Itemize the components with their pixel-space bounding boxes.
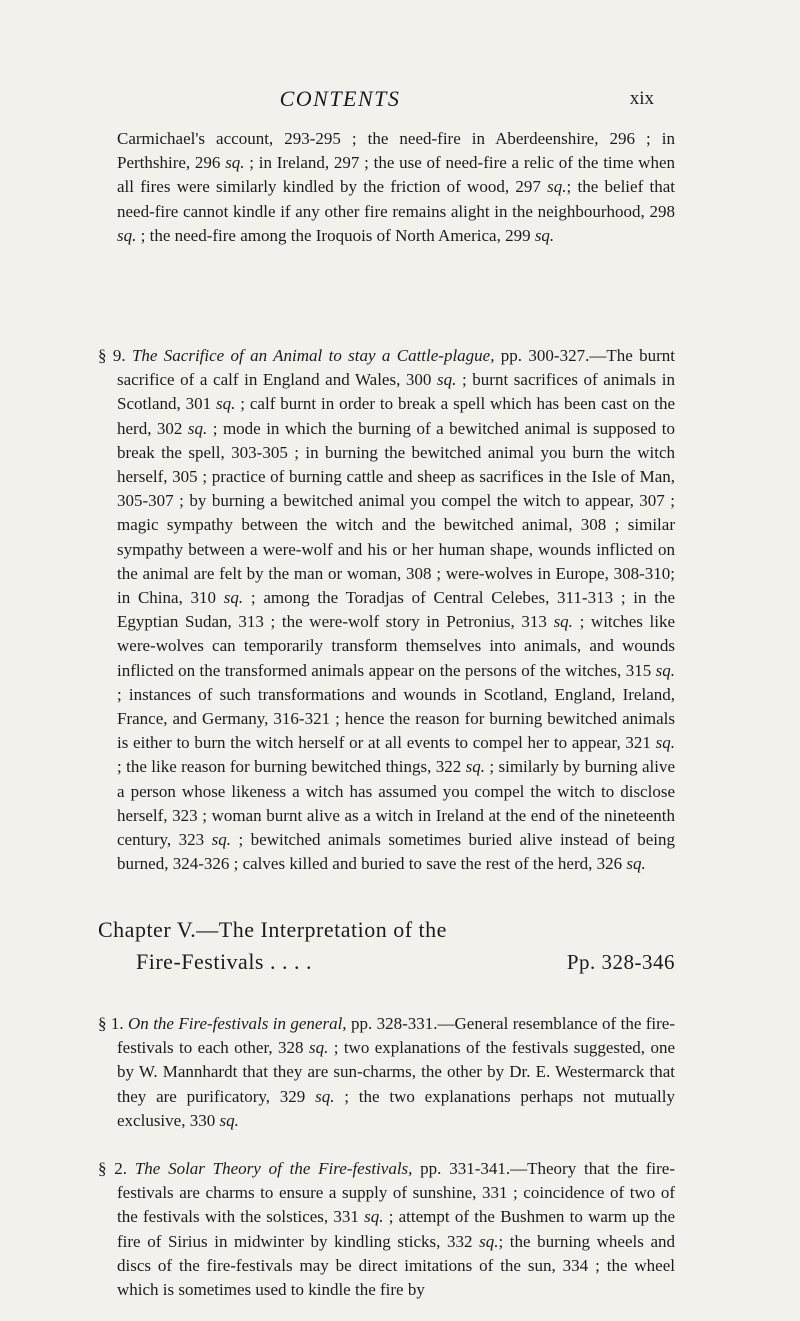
chapter-title-line2: Fire-Festivals . . . . Pp. 328-346 — [98, 946, 675, 978]
chapter-heading — [98, 914, 675, 978]
section-number: § 2. — [98, 1159, 128, 1178]
chapter-pages: Pp. 328-346 — [566, 950, 675, 974]
running-head — [0, 86, 800, 114]
section-title: The Sacrifice of an Animal to stay a Cattle-plague, — [131, 346, 495, 365]
section-pages: pp. 300-327.— — [494, 346, 607, 365]
page-number: xix — [629, 88, 654, 109]
section-entry-1: § 1. On the Fire-festivals in general, pp. 328-331.—General resemblance of the fire-festivals to each other, 328 sq. ; two explanations of the festivals suggested, one by W. Mannhardt that they are sun-charms, the other by Dr. E. Westermarck that they are purificatory, 329 sq. ; the two explanations perhaps not mutually exclusive, 330 sq. — [98, 1014, 676, 1130]
section-title: On the Fire-festivals in general, — [128, 1014, 347, 1033]
chapter-title-line1: Chapter V.—The Interpretation of the — [98, 917, 447, 942]
continued-entry: Carmichael's account, 293-295 ; the need-fire in Aberdeenshire, 296 ; in Perthshire, 296 sq. ; in Ireland, 297 ; the use of need-fire a relic of the time when all fires were similarly kindled by the friction of wood, 297 sq.; the belief that need-fire cannot kindle if any other fire remains alight in the neighbourhood, 298 sq. ; the need-fire among the Iroquois of North America, 299 sq. — [117, 129, 675, 245]
section-title: The Solar Theory of the Fire-festivals, — [134, 1159, 413, 1178]
section-entry-2: § 2. The Solar Theory of the Fire-festivals, pp. 331-341.—Theory that the fire-festivals are charms to ensure a supply of sunshine, 331 ; coincidence of two of the festivals with the solstices, 331 sq. ; attempt of the Bushmen to warm up the fire of Sirius in midwinter by kindling sticks, 332 sq.; the burning wheels and discs of the fire-festivals may be direct imitations of the sun, 334 ; the wheel which is sometimes used to kindle the fire by — [98, 1159, 676, 1300]
section-pages: pp. 331-341.— — [412, 1159, 528, 1178]
section-number: § 1. — [98, 1014, 124, 1033]
section-number: § 9. — [98, 346, 126, 365]
section-pages: pp. 328-331.— — [346, 1014, 455, 1033]
section-entry-9: § 9. The Sacrifice of an Animal to stay a Cattle-plague, pp. 300-327.—The burnt sacrifice of a calf in England and Wales, 300 sq. ; burnt sacrifices of animals in Scotland, 301 sq. ; calf burnt in order to break a spell which has been cast on the herd, 302 sq. ; mode in which the burning of a bewitched animal is supposed to break the spell, 303-305 ; in burning the bewitched animal you burn the witch herself, 305 ; practice of burning cattle and sheep as sacrifices in the Isle of Man, 305-307 ; by burning a bewitched animal you compel the witch to appear, 307 ; magic sympathy between the witch and the bewitched animal, 308 ; similar sympathy between a were-wolf and his or her human shape, wounds inflicted on the animal are felt by the man or woman, 308 ; were-wolves in Europe, 308-310; in China, 310 sq. ; among the Toradjas of Central Celebes, 311-313 ; in the Egyptian Sudan, 313 ; the were-wolf story in Petronius, 313 sq. ; witches like were-wolves can temporarily transform themselves into animals, and wounds inflicted on the transformed animals appear on the persons of the witches, 315 sq. ; instances of such transformations and wounds in Scotland, England, Ireland, France, and Germany, 316-321 ; hence the reason for burning bewitched animals is either to burn the witch herself or at all events to compel her to appear, 321 sq. ; the like reason for burning bewitched things, 322 sq. ; similarly by burning alive a person whose likeness a witch has assumed you compel the witch to disclose herself, 323 ; woman burnt alive as a witch in Ireland at the end of the nineteenth century, 323 sq. ; bewitched animals sometimes buried alive instead of being burned, 324-326 ; calves killed and buried to save the rest of the herd, 326 sq. — [98, 346, 675, 874]
running-title: CONTENTS — [279, 86, 401, 111]
